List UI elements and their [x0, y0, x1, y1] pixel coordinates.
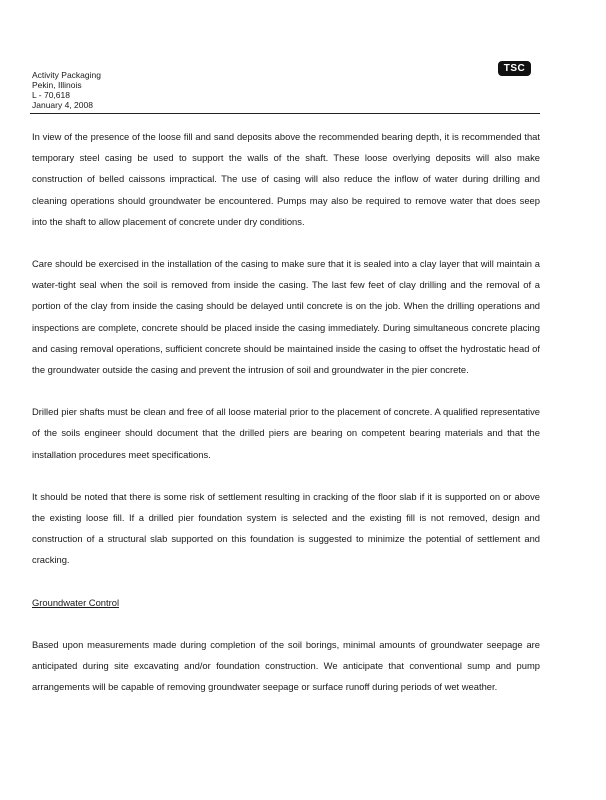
paragraph-casing-recommendation: In view of the presence of the loose fill and sand deposits above the recommended bearing depth, it is recommended that temporary steel casing be used to support the walls of the shaft. These loose overlying deposits will also make construction of belled caissons impractical. The use of casing will also reduce the inflow of water during drilling and cleaning operations should groundwater be encountered. Pumps may also be required to remove water that does seep into the shaft to allow placement of concrete under dry conditions.: [32, 131, 540, 227]
project-number: L - 70,618: [32, 90, 70, 100]
paragraph-pier-inspection: Drilled pier shafts must be clean and free of all loose material prior to the placement of concrete. A qualified representative of the soils engineer should document that the drilled piers are bearing on competent bearing materials and that the installation procedures meet specifications.: [32, 406, 540, 460]
letter-header: [32, 70, 101, 110]
section-heading-groundwater: Groundwater Control: [32, 596, 120, 608]
paragraph-groundwater: Based upon measurements made during completion of the soil borings, minimal amounts of groundwater seepage are anticipated during site excavating and/or foundation construction. We anticipate that conventional sump and pump arrangements will be capable of removing groundwater seepage or surface runoff during periods of wet weather.: [32, 638, 540, 693]
location: Pekin, Illinois: [32, 80, 82, 90]
document-body: [32, 126, 540, 718]
document-date: January 4, 2008: [32, 100, 93, 110]
tsc-logo: TSC: [498, 61, 531, 76]
company-name: Activity Packaging: [32, 70, 101, 80]
paragraph-casing-installation: Care should be exercised in the installation of the casing to make sure that it is sealed into a clay layer that will maintain a water-tight seal when the soil is removed from inside the casing. The last few feet of clay drilling and the removal of a portion of the clay from inside the casing should be delayed until concrete is on the job. When the drilling operations and inspections are complete, concrete should be placed inside the casing immediately. During simultaneous concrete placing and casing removal operations, sufficient concrete should be maintained inside the casing to offset the hydrostatic head of the groundwater outside the casing and prevent the intrusion of soil and groundwater in the pier concrete.: [32, 258, 540, 376]
paragraph-settlement-risk: It should be noted that there is some risk of settlement resulting in cracking of the floor slab if it is supported on or above the existing loose fill. If a drilled pier foundation system is selected and the existing fill is not removed, design and construction of a structural slab supported on this foundation is suggested to minimize the potential of settlement and cracking.: [32, 490, 540, 566]
header-divider: [30, 113, 540, 114]
